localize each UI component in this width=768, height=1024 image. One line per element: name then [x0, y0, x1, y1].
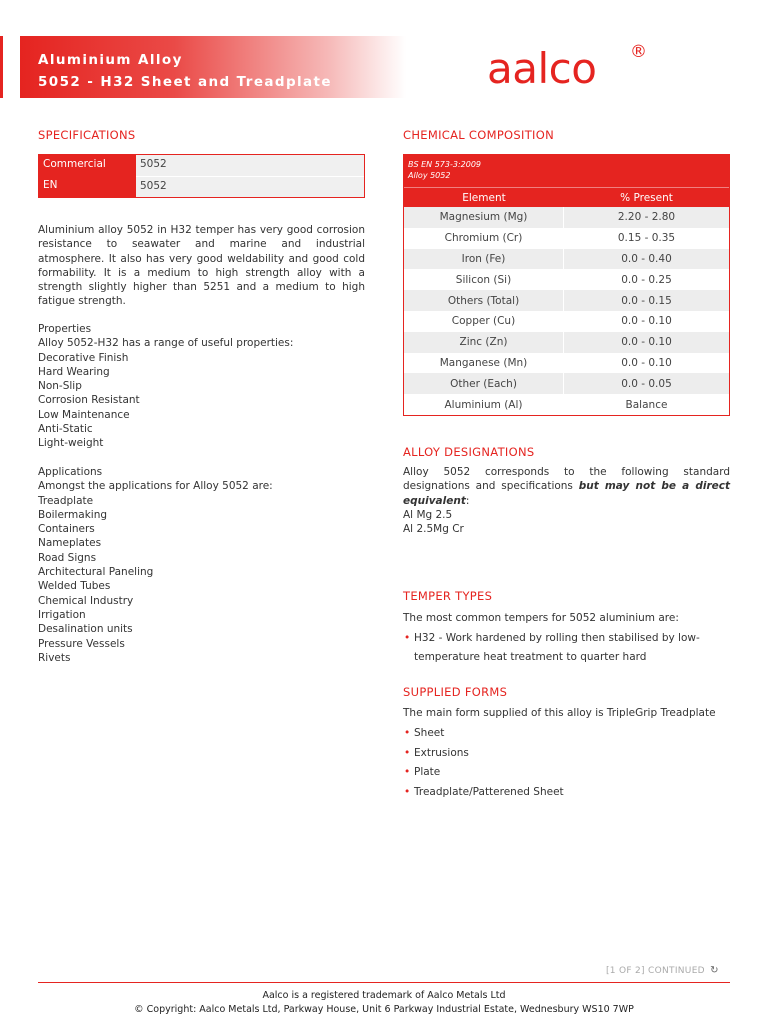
table-row	[404, 228, 729, 249]
present-cell: Balance	[625, 398, 668, 411]
table-row	[404, 373, 729, 394]
properties-list	[38, 351, 365, 451]
col-element: Element	[462, 191, 506, 204]
list-item: Desalination units	[38, 623, 133, 636]
list-item: Anti-Static	[38, 423, 93, 436]
present-cell: 2.20 - 2.80	[617, 211, 676, 224]
designations-text	[403, 465, 730, 508]
intro-paragraph: Aluminium alloy 5052 in H32 temper has very good corrosion resistance to seawater and marine and industrial atmosphere. It also has very good weldability and good cold formability. It is a medium to high strength alloy with a strength slightly higher than 5251 and a medium to high fatigue strength.	[38, 224, 365, 308]
alloy-designations-heading: ALLOY DESIGNATIONS	[403, 445, 535, 459]
list-item: Decorative Finish	[38, 351, 129, 364]
continued-indicator	[606, 965, 719, 976]
properties-lead: Alloy 5052-H32 has a range of useful properties:	[38, 337, 294, 350]
list-item: Containers	[38, 523, 95, 536]
list-item: Light-weight	[38, 437, 104, 450]
table-row	[404, 353, 729, 374]
chem-alloy: Alloy 5052	[408, 171, 451, 180]
list-item: • Extrusions	[403, 744, 730, 764]
applications-section	[38, 465, 365, 665]
list-item: Pressure Vessels	[38, 637, 125, 650]
element-cell: Chromium (Cr)	[404, 228, 564, 249]
chem-standard: BS EN 573-3:2009	[408, 160, 481, 169]
footer-divider	[38, 982, 730, 983]
forms-lead: The main form supplied of this alloy is TripleGrip Treadplate	[403, 707, 716, 719]
present-cell: 0.0 - 0.05	[621, 377, 672, 390]
designations-lead: Alloy 5052 corresponds to the following standard designations and specifications	[403, 466, 730, 493]
continue-arrow-icon: ↻	[710, 965, 719, 976]
present-cell: 0.0 - 0.10	[621, 315, 672, 328]
list-item: Architectural Paneling	[38, 566, 154, 579]
list-item: Al Mg 2.5	[403, 508, 453, 521]
spec-value: 5052	[136, 176, 364, 197]
element-cell: Zinc (Zn)	[404, 332, 564, 353]
present-cell: 0.0 - 0.10	[621, 356, 672, 369]
list-item: • Treadplate/Patterened Sheet	[403, 783, 730, 803]
element-cell: Aluminium (Al)	[404, 394, 564, 415]
element-cell: Iron (Fe)	[404, 249, 564, 270]
element-cell: Copper (Cu)	[404, 311, 564, 332]
spec-key: Commercial	[39, 155, 136, 176]
table-row	[404, 394, 729, 415]
element-cell: Others (Total)	[404, 290, 564, 311]
list-item: Hard Wearing	[38, 365, 110, 378]
continued-text: [1 OF 2] CONTINUED	[606, 966, 705, 976]
list-item: Nameplates	[38, 537, 102, 550]
header-accent-bar	[0, 36, 3, 98]
title-line-2: 5052 - H32 Sheet and Treadplate	[38, 74, 332, 90]
element-cell: Magnesium (Mg)	[404, 207, 564, 228]
list-item: Welded Tubes	[38, 580, 111, 593]
list-item: Irrigation	[38, 608, 86, 621]
present-cell: 0.15 - 0.35	[617, 232, 676, 245]
element-cell: Manganese (Mn)	[404, 353, 564, 374]
list-item: Road Signs	[38, 551, 97, 564]
specifications-heading: SPECIFICATIONS	[38, 128, 136, 142]
list-item: Boilermaking	[38, 508, 108, 521]
title-line-1: Aluminium Alloy	[38, 52, 183, 68]
aalco-logo: aalco	[487, 44, 597, 93]
copyright-notice: © Copyright: Aalco Metals Ltd, Parkway House, Unit 6 Parkway Industrial Estate, Wednesbury WS10 7WP	[134, 1004, 634, 1015]
element-cell: Silicon (Si)	[404, 269, 564, 290]
table-row	[404, 290, 729, 311]
chemical-composition-table	[403, 154, 730, 416]
tempers-lead: The most common tempers for 5052 aluminium are:	[403, 612, 679, 624]
designations-colon: :	[465, 494, 470, 507]
chem-table-body	[404, 207, 729, 415]
table-row	[404, 332, 729, 353]
document-title	[38, 49, 332, 93]
properties-heading: Properties	[38, 323, 92, 335]
applications-heading: Applications	[38, 466, 103, 478]
spec-key: EN	[39, 176, 136, 197]
chem-table-caption	[404, 155, 729, 187]
registered-mark: ®	[630, 42, 647, 62]
list-item: • Plate	[403, 763, 730, 783]
present-cell: 0.0 - 0.25	[621, 273, 672, 286]
chem-column-headers	[404, 187, 729, 207]
forms-list	[403, 724, 730, 802]
properties-section	[38, 322, 365, 451]
list-item: Chemical Industry	[38, 594, 134, 607]
list-item: Corrosion Resistant	[38, 394, 140, 407]
table-row	[404, 249, 729, 270]
list-item: • H32 - Work hardened by rolling then stabilised by low-temperature heat treatment to quarter hard	[403, 629, 730, 668]
list-item: Al 2.5Mg Cr	[403, 523, 464, 536]
table-row	[404, 269, 729, 290]
temper-types-heading: TEMPER TYPES	[403, 589, 493, 603]
list-item: Low Maintenance	[38, 408, 130, 421]
tempers-list	[403, 629, 730, 668]
element-cell: Other (Each)	[404, 373, 564, 394]
list-item: Non-Slip	[38, 380, 82, 393]
supplied-forms-heading: SUPPLIED FORMS	[403, 685, 508, 699]
list-item: Rivets	[38, 651, 71, 664]
applications-list	[38, 494, 365, 666]
trademark-notice: Aalco is a registered trademark of Aalco Metals Ltd	[262, 990, 506, 1001]
chemical-composition-heading: CHEMICAL COMPOSITION	[403, 128, 554, 142]
spec-value: 5052	[136, 155, 364, 176]
present-cell: 0.0 - 0.10	[621, 336, 672, 349]
col-present: % Present	[620, 191, 673, 204]
applications-lead: Amongst the applications for Alloy 5052 are:	[38, 480, 273, 493]
present-cell: 0.0 - 0.15	[621, 294, 672, 307]
present-cell: 0.0 - 0.40	[621, 252, 672, 265]
list-item: • Sheet	[403, 724, 730, 744]
tempers-section	[403, 609, 730, 668]
table-row	[404, 311, 729, 332]
spec-row	[39, 176, 364, 197]
table-row	[404, 207, 729, 228]
forms-section	[403, 706, 730, 802]
designations-section	[403, 465, 730, 536]
spec-row	[39, 155, 364, 176]
specifications-table	[38, 154, 365, 198]
list-item: Treadplate	[38, 494, 94, 507]
designations-emphasis: but may not be a direct equivalent	[403, 480, 730, 507]
